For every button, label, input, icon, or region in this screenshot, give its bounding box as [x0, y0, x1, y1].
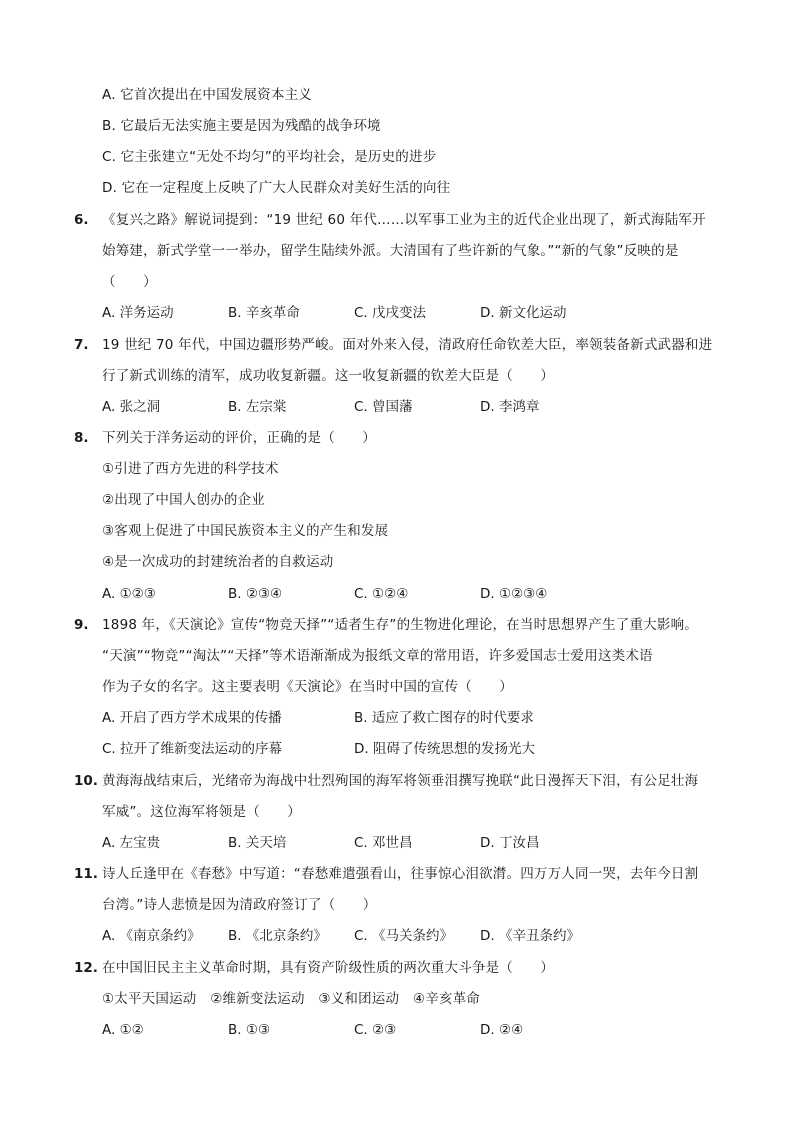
q8-item-4: ④是一次成功的封建统治者的自救运动 [102, 554, 334, 570]
q10-option-a: A. 左宝贵 [102, 835, 161, 851]
q6-option-c: C. 戊戌变法 [354, 305, 427, 321]
q11-stem-line1: 诗人丘逢甲在《春愁》中写道：“春愁难遣强看山，往事惊心泪欲潸。四万万人同一哭，去年今日割 [102, 866, 699, 882]
q7-stem-line2: 行了新式训练的清军，成功收复新疆。这一收复新疆的钦差大臣是（ ） [102, 368, 555, 384]
q10-option-d: D. 丁汝昌 [480, 835, 540, 851]
q11-number: 11. [74, 866, 98, 882]
q9-option-a: A. 开启了西方学术成果的传播 [102, 710, 282, 726]
q10-number: 10. [74, 773, 98, 789]
q12-items: ①太平天国运动 ②维新变法运动 ③义和团运动 ④辛亥革命 [102, 991, 481, 1007]
q9-stem-line2: “天演”“物竞”“淘汰”“天择”等术语渐渐成为报纸文章的常用语，许多爱国志士爱用这类术语 [102, 648, 653, 664]
q5-option-c: C. 它主张建立“无处不均匀”的平均社会，是历史的进步 [102, 149, 437, 165]
q9-stem-line1: 1898 年，《天演论》宣传“物竞天择”“适者生存”的生物进化理论，在当时思想界产生了重大影响。 [102, 617, 698, 633]
q12-number: 12. [74, 960, 98, 976]
q12-option-c: C. ②③ [354, 1022, 397, 1038]
q6-option-b: B. 辛亥革命 [228, 305, 300, 321]
q12-option-d: D. ②④ [480, 1022, 524, 1038]
q12-option-a: A. ①② [102, 1022, 144, 1038]
q6-option-d: D. 新文化运动 [480, 305, 567, 321]
q11-option-d: D. 《辛丑条约》 [480, 928, 580, 944]
q8-option-c: C. ①②④ [354, 586, 409, 602]
q6-stem-line3: （ ） [102, 274, 157, 290]
q8-item-3: ③客观上促进了中国民族资本主义的产生和发展 [102, 523, 389, 539]
q8-option-d: D. ①②③④ [480, 586, 548, 602]
q7-option-b: B. 左宗棠 [228, 399, 287, 415]
q9-option-c: C. 拉开了维新变法运动的序幕 [102, 741, 283, 757]
q5-option-b: B. 它最后无法实施主要是因为残酷的战争环境 [102, 118, 381, 134]
q11-option-c: C. 《马关条约》 [354, 928, 454, 944]
q7-stem-line1: 19 世纪 70 年代，中国边疆形势严峻。面对外来入侵，清政府任命钦差大臣，率领装备新式武器和进 [102, 337, 713, 353]
q6-stem-line2: 始筹建，新式学堂一一举办，留学生陆续外派。大清国有了些许新的气象。”“新的气象”反映的是 [102, 243, 679, 259]
q12-stem-line1: 在中国旧民主主义革命时期，具有资产阶级性质的两次重大斗争是（ ） [102, 960, 555, 976]
q5-option-d: D. 它在一定程度上反映了广大人民群众对美好生活的向往 [102, 180, 451, 196]
q7-number: 7. [74, 337, 89, 353]
q9-number: 9. [74, 617, 89, 633]
q11-option-a: A. 《南京条约》 [102, 928, 201, 944]
q7-option-c: C. 曾国藩 [354, 399, 413, 415]
q8-option-a: A. ①②③ [102, 586, 156, 602]
q5-option-a: A. 它首次提出在中国发展资本主义 [102, 87, 312, 103]
q6-option-a: A. 洋务运动 [102, 305, 174, 321]
q7-option-a: A. 张之洞 [102, 399, 161, 415]
q11-option-b: B. 《北京条约》 [228, 928, 327, 944]
q10-option-c: C. 邓世昌 [354, 835, 413, 851]
q9-option-d: D. 阻碍了传统思想的发扬光大 [354, 741, 535, 757]
q8-item-2: ②出现了中国人创办的企业 [102, 492, 266, 508]
q10-stem-line1: 黄海海战结束后，光绪帝为海战中壮烈殉国的海军将领垂泪撰写挽联“此日漫挥天下泪，有公足壮海 [102, 773, 699, 789]
q9-option-b: B. 适应了救亡图存的时代要求 [354, 710, 534, 726]
q6-stem-line1: 《复兴之路》解说词提到：“19 世纪 60 年代……以军事工业为主的近代企业出现了，新式海陆军开 [102, 212, 706, 228]
q7-option-d: D. 李鸿章 [480, 399, 540, 415]
q10-option-b: B. 关天培 [228, 835, 287, 851]
q8-option-b: B. ②③④ [228, 586, 283, 602]
q10-stem-line2: 军威”。这位海军将领是（ ） [102, 804, 301, 820]
q12-option-b: B. ①③ [228, 1022, 271, 1038]
q6-number: 6. [74, 212, 89, 228]
q11-stem-line2: 台湾。”诗人悲愤是因为清政府签订了（ ） [102, 897, 377, 913]
q8-item-1: ①引进了西方先进的科学技术 [102, 461, 279, 477]
q8-number: 8. [74, 430, 89, 446]
q8-stem-line1: 下列关于洋务运动的评价，正确的是（ ） [102, 430, 376, 446]
q9-stem-line3: 作为子女的名字。这主要表明《天演论》在当时中国的宣传（ ） [102, 679, 513, 695]
